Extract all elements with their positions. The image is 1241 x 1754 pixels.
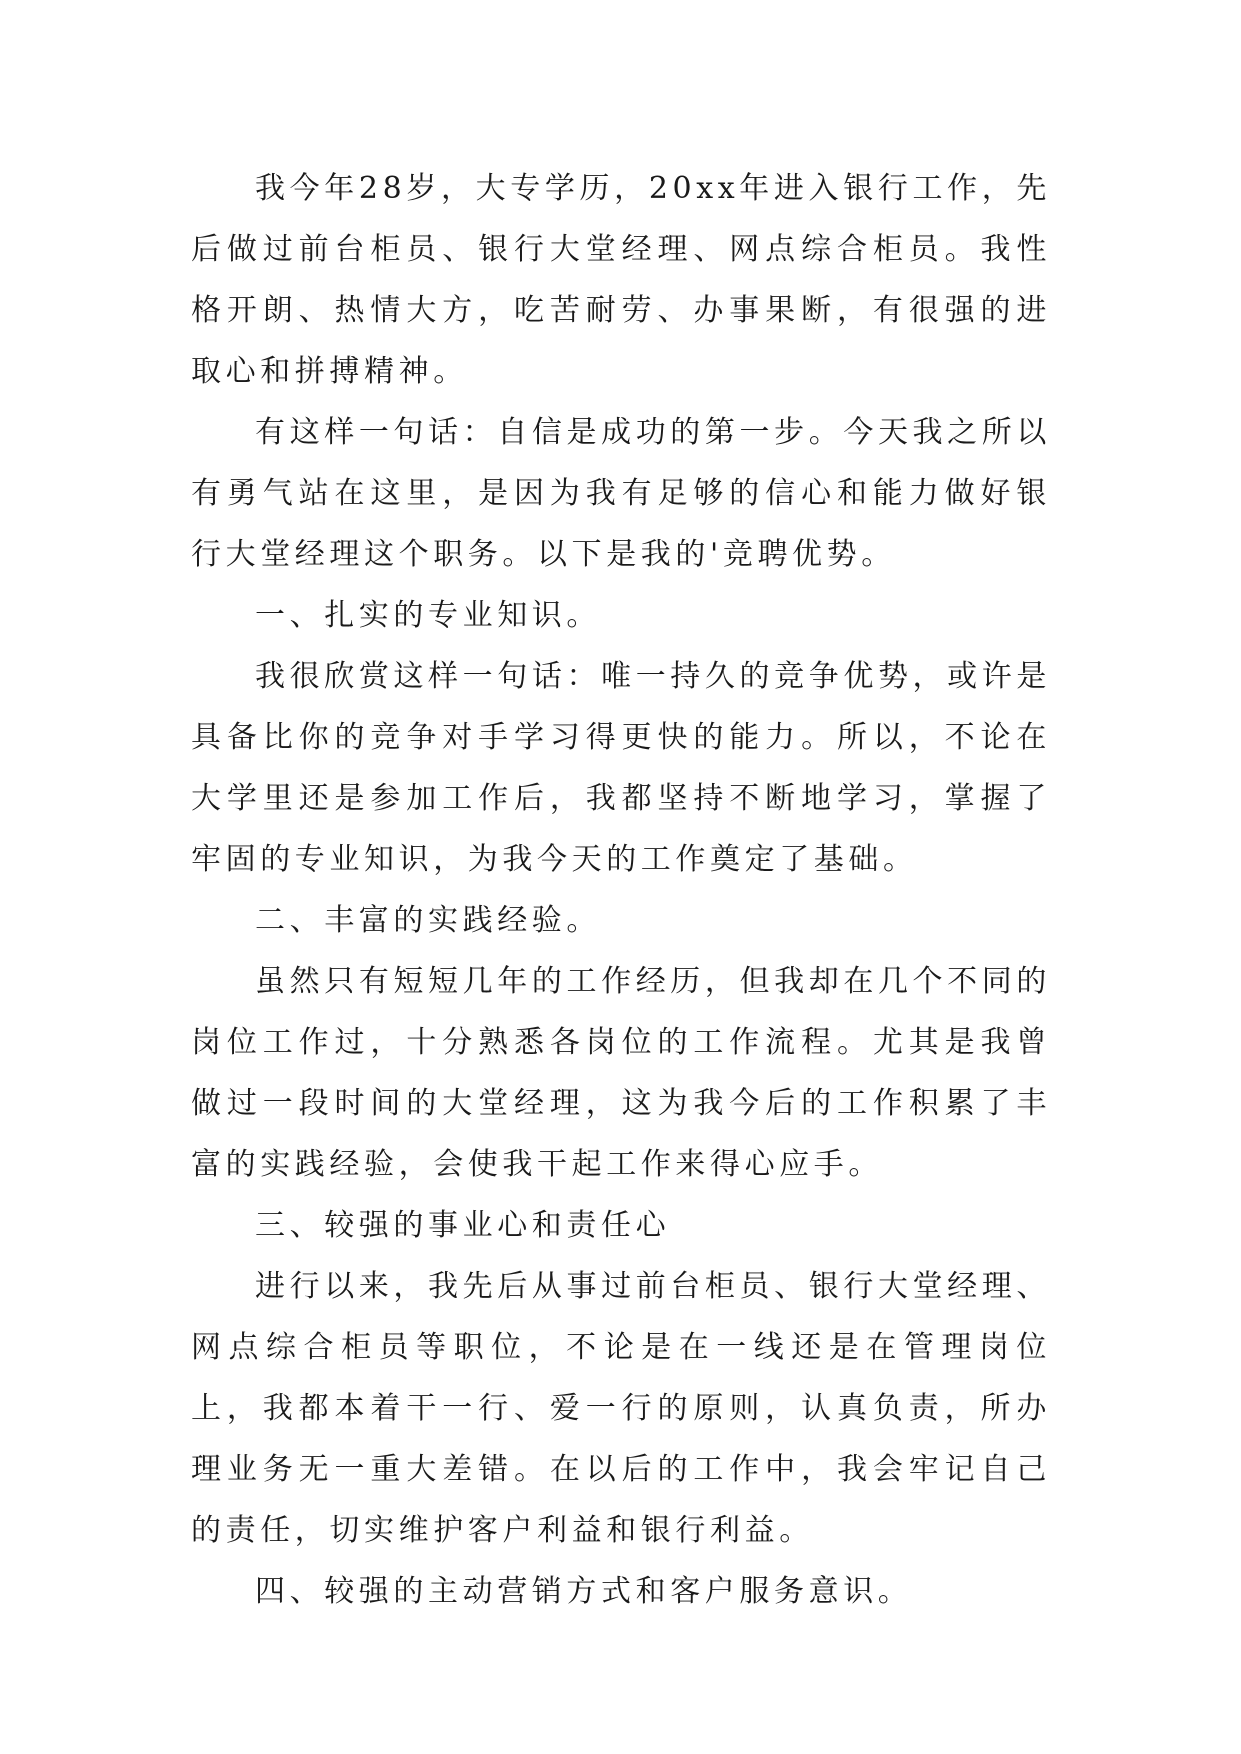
paragraph-experience: 虽然只有短短几年的工作经历，但我却在几个不同的岗位工作过，十分熟悉各岗位的工作流程。尤其是我曾做过一段时间的大堂经理，这为我今后的工作积累了丰富的实践经验，会使我干起工作来得心应手。 [191, 964, 1051, 1182]
section-heading-marketing: 四、较强的主动营销方式和客户服务意识。 [255, 1574, 913, 1609]
paragraph-confidence: 有这样一句话：自信是成功的第一步。今天我之所以有勇气站在这里，是因为我有足够的信心和能力做好银行大堂经理这个职务。以下是我的'竞聘优势。 [191, 415, 1051, 572]
paragraph-knowledge: 我很欣赏这样一句话：唯一持久的竞争优势，或许是具备比你的竞争对手学习得更快的能力。所以，不论在大学里还是参加工作后，我都坚持不断地学习，掌握了牢固的专业知识，为我今天的工作奠定了基础。 [191, 659, 1051, 877]
section-heading-knowledge: 一、扎实的专业知识。 [255, 598, 601, 633]
section-heading-responsibility: 三、较强的事业心和责任心 [255, 1208, 671, 1243]
document-body [191, 158, 1051, 1622]
section-heading-experience: 二、丰富的实践经验。 [255, 903, 601, 938]
paragraph-responsibility: 进行以来，我先后从事过前台柜员、银行大堂经理、网点综合柜员等职位，不论是在一线还是在管理岗位上，我都本着干一行、爱一行的原则，认真负责，所办理业务无一重大差错。在以后的工作中，我会牢记自己的责任，切实维护客户利益和银行利益。 [191, 1269, 1051, 1548]
paragraph-intro: 我今年28岁，大专学历，20xx年进入银行工作，先后做过前台柜员、银行大堂经理、网点综合柜员。我性格开朗、热情大方，吃苦耐劳、办事果断，有很强的进取心和拼搏精神。 [191, 171, 1051, 389]
